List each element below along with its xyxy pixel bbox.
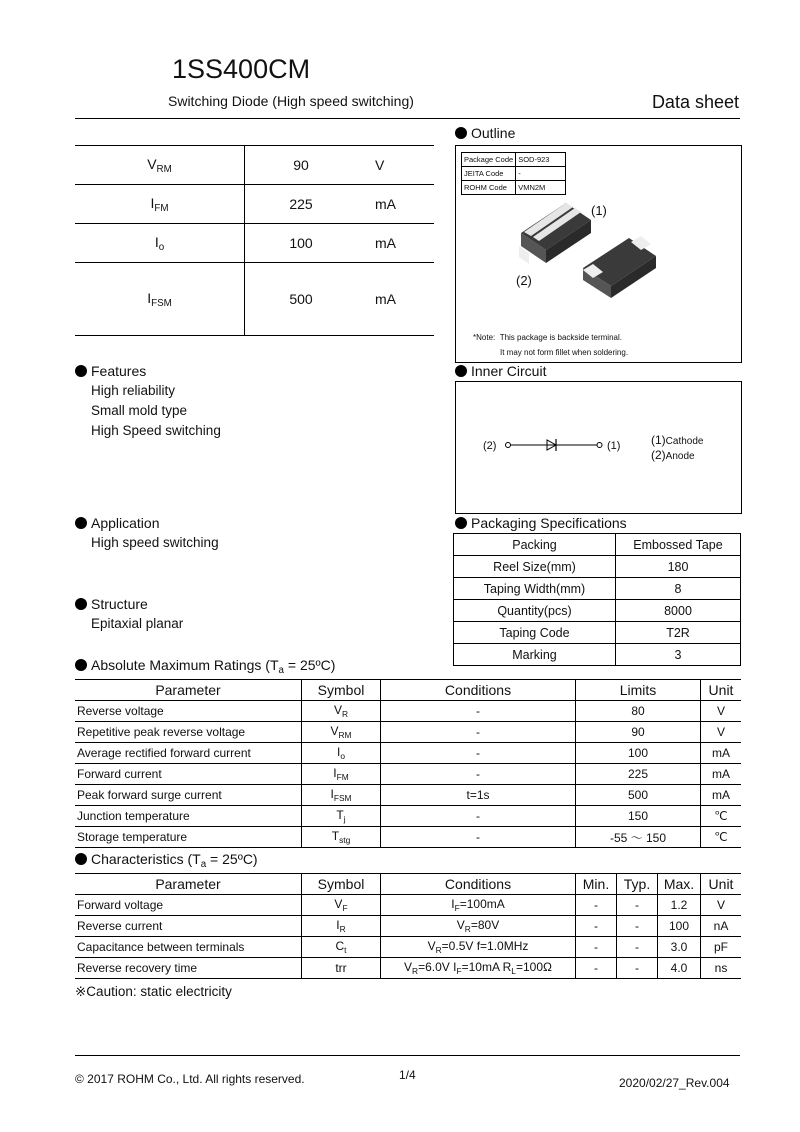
key-spec-row: $V_{RM}$ 90 V xyxy=(75,146,434,185)
header-rule xyxy=(75,118,740,119)
features-heading: Features xyxy=(75,363,146,379)
list-item: Small mold type xyxy=(91,403,188,418)
footer-copyright: © 2017 ROHM Co., Ltd. All rights reserved. xyxy=(75,1072,305,1086)
doc-type: Data sheet xyxy=(651,92,739,112)
table-row: Reverse current $I_R$ $V_R=80V$ - - 100 nA xyxy=(75,916,741,937)
pin2-label: (2) xyxy=(516,273,532,288)
list-item: High speed switching xyxy=(91,535,219,550)
table-header-row: Parameter Symbol Conditions Limits Unit xyxy=(75,680,741,701)
package-code-table: Package Code SOD-923 JEITA Code - ROHM Code VMN2M xyxy=(461,152,566,195)
packaging-heading: Packaging Specifications xyxy=(455,515,627,531)
inner-circuit-box xyxy=(455,381,742,514)
table-row: Peak forward surge current $I_{FSM}$ t=1s 500 mA xyxy=(75,785,741,806)
table-row: Capacitance between terminals $C_t$ $V_R=0.5V$ f=1.0MHz - - 3.0 pF xyxy=(75,937,741,958)
table-row: Storage temperature $T_{stg}$ - -55 ～ 150 ℃ xyxy=(75,827,741,848)
product-title: 1SS400CM xyxy=(172,54,311,84)
list-item: High Speed switching xyxy=(91,423,221,438)
inner-circuit-heading: Inner Circuit xyxy=(455,363,546,379)
key-spec-row: $I_{FM}$ 225 mA xyxy=(75,185,434,224)
product-subtitle: Switching Diode (High speed switching) xyxy=(168,93,414,109)
bullet-icon xyxy=(75,365,87,377)
table-row: Taping Code T2R xyxy=(454,622,741,644)
table-row: Taping Width(mm) 8 xyxy=(454,578,741,600)
characteristics-table xyxy=(75,873,741,979)
key-spec-row: $I_{FSM}$ 500 mA xyxy=(75,263,434,336)
diode-symbol-icon xyxy=(502,437,606,453)
circuit-legend-cathode: (1)Cathode xyxy=(651,433,704,447)
pin1-label: (1) xyxy=(591,203,607,218)
table-row: Average rectified forward current $I_o$ - 100 mA xyxy=(75,743,741,764)
structure-heading: Structure xyxy=(75,596,148,612)
page-number: 1/4 xyxy=(399,1068,416,1082)
bullet-icon xyxy=(455,127,467,139)
footer-rule xyxy=(75,1055,740,1056)
table-row: Junction temperature $T_j$ - 150 ℃ xyxy=(75,806,741,827)
key-spec-row: $I_o$ 100 mA xyxy=(75,224,434,263)
table-row: Reel Size(mm) 180 xyxy=(454,556,741,578)
bullet-icon xyxy=(75,598,87,610)
table-row: Forward current $I_{FM}$ - 225 mA xyxy=(75,764,741,785)
application-list xyxy=(91,533,219,553)
abs-max-table xyxy=(75,679,741,848)
table-row: Repetitive peak reverse voltage $V_{RM}$ - 90 V xyxy=(75,722,741,743)
bullet-icon xyxy=(455,517,467,529)
outline-heading: Outline xyxy=(455,125,515,141)
footer-revision: 2020/02/27_Rev.004 xyxy=(619,1076,730,1090)
list-item: High reliability xyxy=(91,383,176,398)
list-item: Epitaxial planar xyxy=(91,616,184,631)
package-note: *Note: This package is backside terminal. xyxy=(473,333,622,342)
abs-max-heading: Absolute Maximum Ratings ($T_a$ = 25ºC) xyxy=(75,657,335,676)
circuit-legend-anode: (2)Anode xyxy=(651,448,695,462)
features-list xyxy=(91,381,221,441)
bullet-icon xyxy=(75,659,87,671)
table-row: Quantity(pcs) 8000 xyxy=(454,600,741,622)
table-row: Packing Embossed Tape xyxy=(454,534,741,556)
table-header-row: Parameter Symbol Conditions Min. Typ. Max. Unit xyxy=(75,874,741,895)
caution-note: ※Caution: static electricity xyxy=(75,984,232,999)
table-row: Marking 3 xyxy=(454,644,741,666)
bullet-icon xyxy=(75,517,87,529)
table-row: Forward voltage $V_F$ $I_F=100mA$ - - 1.2 V xyxy=(75,895,741,916)
package-note-line2: It may not form fillet when soldering. xyxy=(500,348,629,357)
key-specs-table xyxy=(75,145,434,336)
outline-box xyxy=(455,145,742,363)
characteristics-heading: Characteristics ($T_a$ = 25ºC) xyxy=(75,851,258,870)
bullet-icon xyxy=(455,365,467,377)
circuit-left-pin: (2) xyxy=(483,440,497,452)
circuit-right-pin: (1) xyxy=(607,440,621,452)
structure-list xyxy=(91,614,183,634)
table-row: Reverse voltage $V_R$ - 80 V xyxy=(75,701,741,722)
bullet-icon xyxy=(75,853,87,865)
packaging-table xyxy=(453,533,741,666)
application-heading: Application xyxy=(75,515,160,531)
table-row: Reverse recovery time trr $V_R=6.0V$ $I_F=10mA$ $R_L=100\Omega$ - - 4.0 ns xyxy=(75,958,741,979)
